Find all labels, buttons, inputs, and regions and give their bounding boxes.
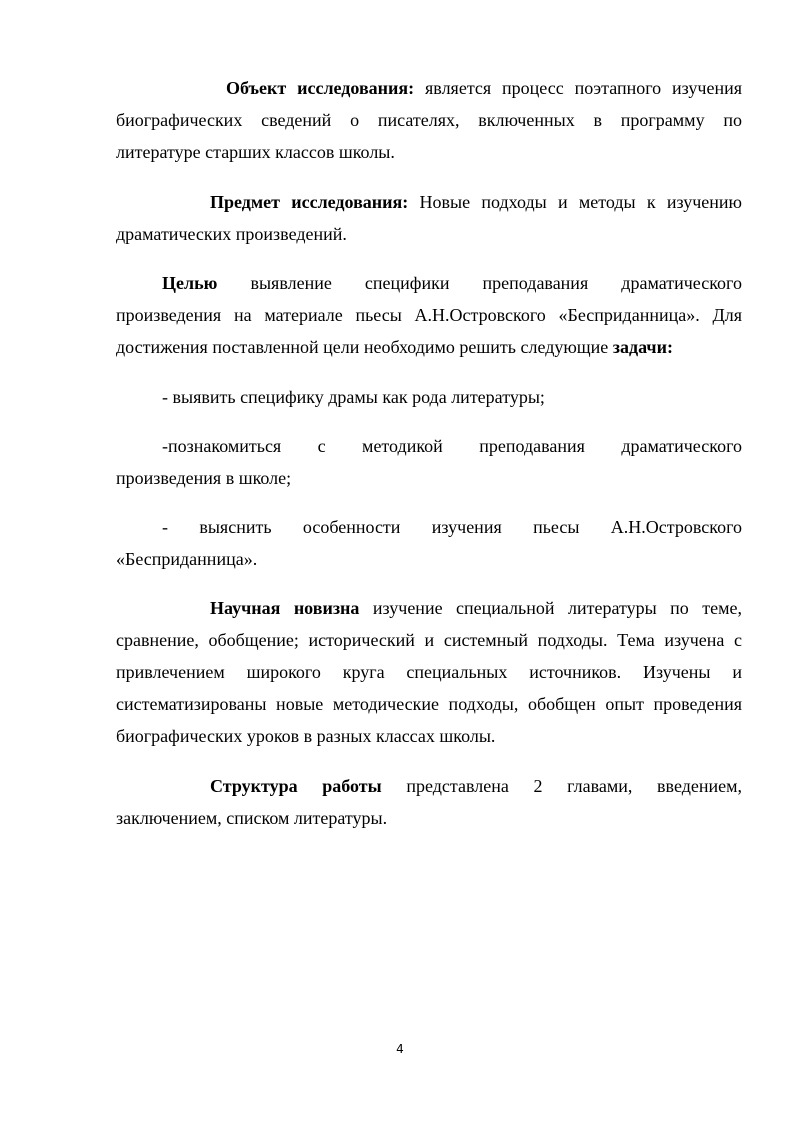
bold-heading: Объект исследования:	[226, 78, 415, 98]
paragraph-task-2	[116, 430, 742, 494]
paragraph-line: литературе старших классов школы.	[116, 142, 395, 162]
paragraph-line: произведения в школе;	[116, 468, 292, 488]
paragraph-line	[116, 267, 742, 299]
bold-heading: Целью	[162, 273, 218, 293]
paragraph-line	[116, 186, 742, 218]
paragraph-line	[116, 72, 742, 104]
paragraph-line: биографических сведений о писателях, включенных в программу по	[116, 110, 742, 130]
paragraph-object	[116, 72, 742, 168]
text-span: достижения поставленной цели необходимо решить следующие	[116, 337, 613, 357]
bold-heading: Научная новизна	[210, 598, 360, 618]
paragraph-novelty	[116, 592, 742, 752]
paragraph-line: - выяснить особенности изучения пьесы А.Н.Островского	[162, 517, 742, 537]
paragraph-line	[116, 770, 742, 802]
bold-tasks: задачи:	[612, 337, 673, 357]
paragraph-line: заключением, списком литературы.	[116, 808, 388, 828]
paragraph-line: - выявить специфику драмы как рода литературы;	[162, 387, 545, 407]
paragraph-task-1	[116, 381, 742, 413]
paragraph-line: биографических уроков в разных классах школы.	[116, 726, 496, 746]
text-span: является процесс поэтапного изучения	[414, 78, 742, 98]
text-span: выявление специфики преподавания драматического	[217, 273, 742, 293]
paragraph-line: драматических произведений.	[116, 224, 347, 244]
text-span: Новые подходы и методы к изучению	[408, 192, 742, 212]
bold-heading: Структура работы	[210, 776, 382, 796]
paragraph-line: систематизированы новые методические подходы, обобщен опыт проведения	[116, 694, 742, 714]
text-span: изучение специальной литературы по теме,	[359, 598, 742, 618]
paragraph-line: -познакомиться с методикой преподавания драматического	[162, 436, 742, 456]
paragraph-task-3	[116, 511, 742, 575]
paragraph-goal	[116, 267, 742, 363]
paragraph-line: «Бесприданница».	[116, 549, 258, 569]
text-span: представлена 2 главами, введением,	[381, 776, 742, 796]
paragraph-line	[116, 331, 742, 363]
paragraph-line	[116, 592, 742, 624]
bold-heading: Предмет исследования:	[210, 192, 409, 212]
paragraph-line: сравнение, обобщение; исторический и системный подходы. Тема изучена с	[116, 630, 742, 650]
page-number: 4	[396, 1042, 404, 1056]
paragraph-line: произведения на материале пьесы А.Н.Островского «Бесприданница». Для	[116, 305, 742, 325]
paragraph-subject	[116, 186, 742, 250]
paragraph-structure	[116, 770, 742, 834]
paragraph-line: привлечением широкого круга специальных источников. Изучены и	[116, 662, 742, 682]
